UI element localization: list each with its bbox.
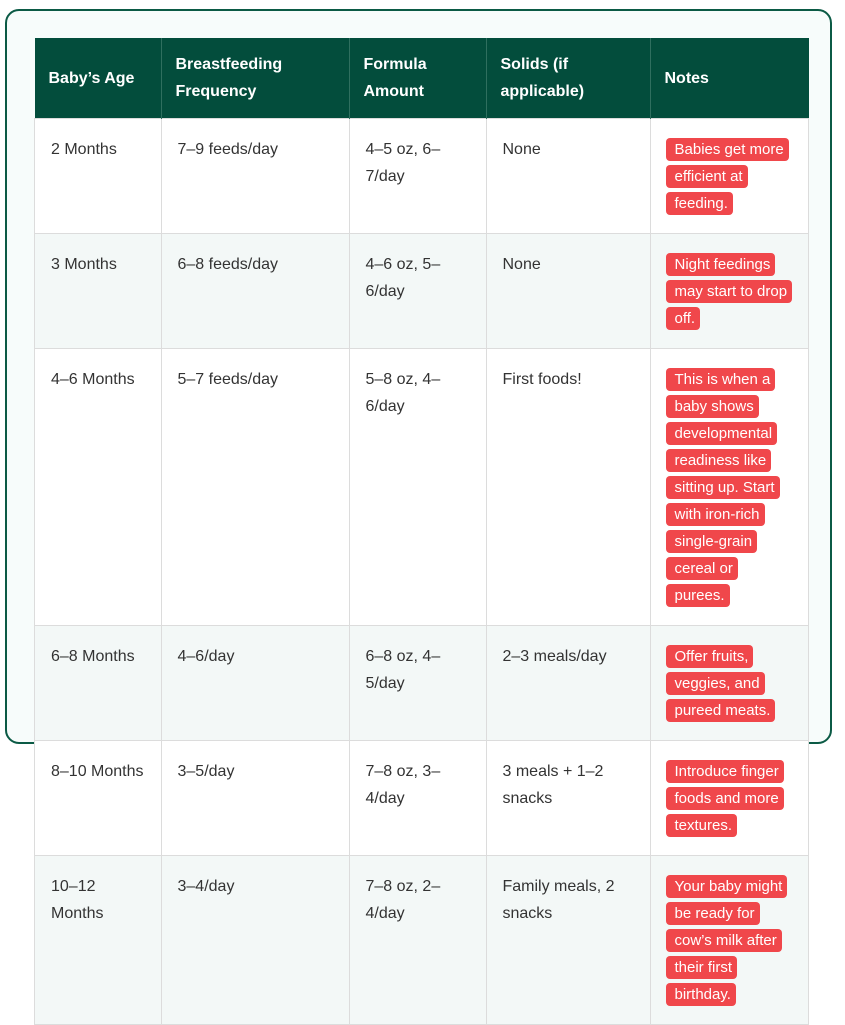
table-header-row xyxy=(35,38,809,119)
cell-notes xyxy=(650,234,809,349)
header-notes: Notes xyxy=(650,38,809,119)
cell-age: 6–8 Months xyxy=(35,626,162,741)
cell-formula: 4–5 oz, 6–7/day xyxy=(349,119,486,234)
cell-age: 8–10 Months xyxy=(35,741,162,856)
header-solids: Solids (if applicable) xyxy=(486,38,650,119)
cell-age: 2 Months xyxy=(35,119,162,234)
header-age: Baby’s Age xyxy=(35,38,162,119)
table-row xyxy=(35,349,809,626)
cell-formula: 5–8 oz, 4–6/day xyxy=(349,349,486,626)
header-breastfeeding: Breastfeeding Frequency xyxy=(161,38,349,119)
note-highlight: Offer fruits, veggies, and pureed meats. xyxy=(666,645,776,722)
cell-age: 3 Months xyxy=(35,234,162,349)
table-row xyxy=(35,626,809,741)
cell-solids: First foods! xyxy=(486,349,650,626)
note-highlight: Your baby might be ready for cow’s milk after their first birthday. xyxy=(666,875,788,1006)
cell-formula: 4–6 oz, 5–6/day xyxy=(349,234,486,349)
note-highlight: Babies get more efficient at feeding. xyxy=(666,138,789,215)
cell-breastfeeding: 5–7 feeds/day xyxy=(161,349,349,626)
cell-solids: 2–3 meals/day xyxy=(486,626,650,741)
cell-formula: 6–8 oz, 4–5/day xyxy=(349,626,486,741)
table-row xyxy=(35,234,809,349)
cell-solids: None xyxy=(486,119,650,234)
table-row xyxy=(35,856,809,1025)
cell-breastfeeding: 7–9 feeds/day xyxy=(161,119,349,234)
note-highlight: Night feedings may start to drop off. xyxy=(666,253,793,330)
cell-notes xyxy=(650,626,809,741)
header-formula: Formula Amount xyxy=(349,38,486,119)
cell-age: 10–12 Months xyxy=(35,856,162,1025)
table-row xyxy=(35,741,809,856)
table-row xyxy=(35,119,809,234)
cell-notes xyxy=(650,741,809,856)
cell-notes xyxy=(650,856,809,1025)
note-highlight: This is when a baby shows developmental readiness like sitting up. Start with iron-rich single-grain cereal or purees. xyxy=(666,368,780,607)
cell-age: 4–6 Months xyxy=(35,349,162,626)
cell-notes xyxy=(650,119,809,234)
cell-solids: 3 meals + 1–2 snacks xyxy=(486,741,650,856)
cell-breastfeeding: 3–5/day xyxy=(161,741,349,856)
feeding-schedule-table xyxy=(34,38,809,1025)
feeding-chart-card xyxy=(5,9,832,1003)
cell-notes xyxy=(650,349,809,626)
cell-formula: 7–8 oz, 2–4/day xyxy=(349,856,486,1025)
cell-breastfeeding: 4–6/day xyxy=(161,626,349,741)
note-highlight: Introduce finger foods and more textures. xyxy=(666,760,784,837)
cell-solids: Family meals, 2 snacks xyxy=(486,856,650,1025)
cell-solids: None xyxy=(486,234,650,349)
cell-breastfeeding: 3–4/day xyxy=(161,856,349,1025)
cell-formula: 7–8 oz, 3–4/day xyxy=(349,741,486,856)
cell-breastfeeding: 6–8 feeds/day xyxy=(161,234,349,349)
